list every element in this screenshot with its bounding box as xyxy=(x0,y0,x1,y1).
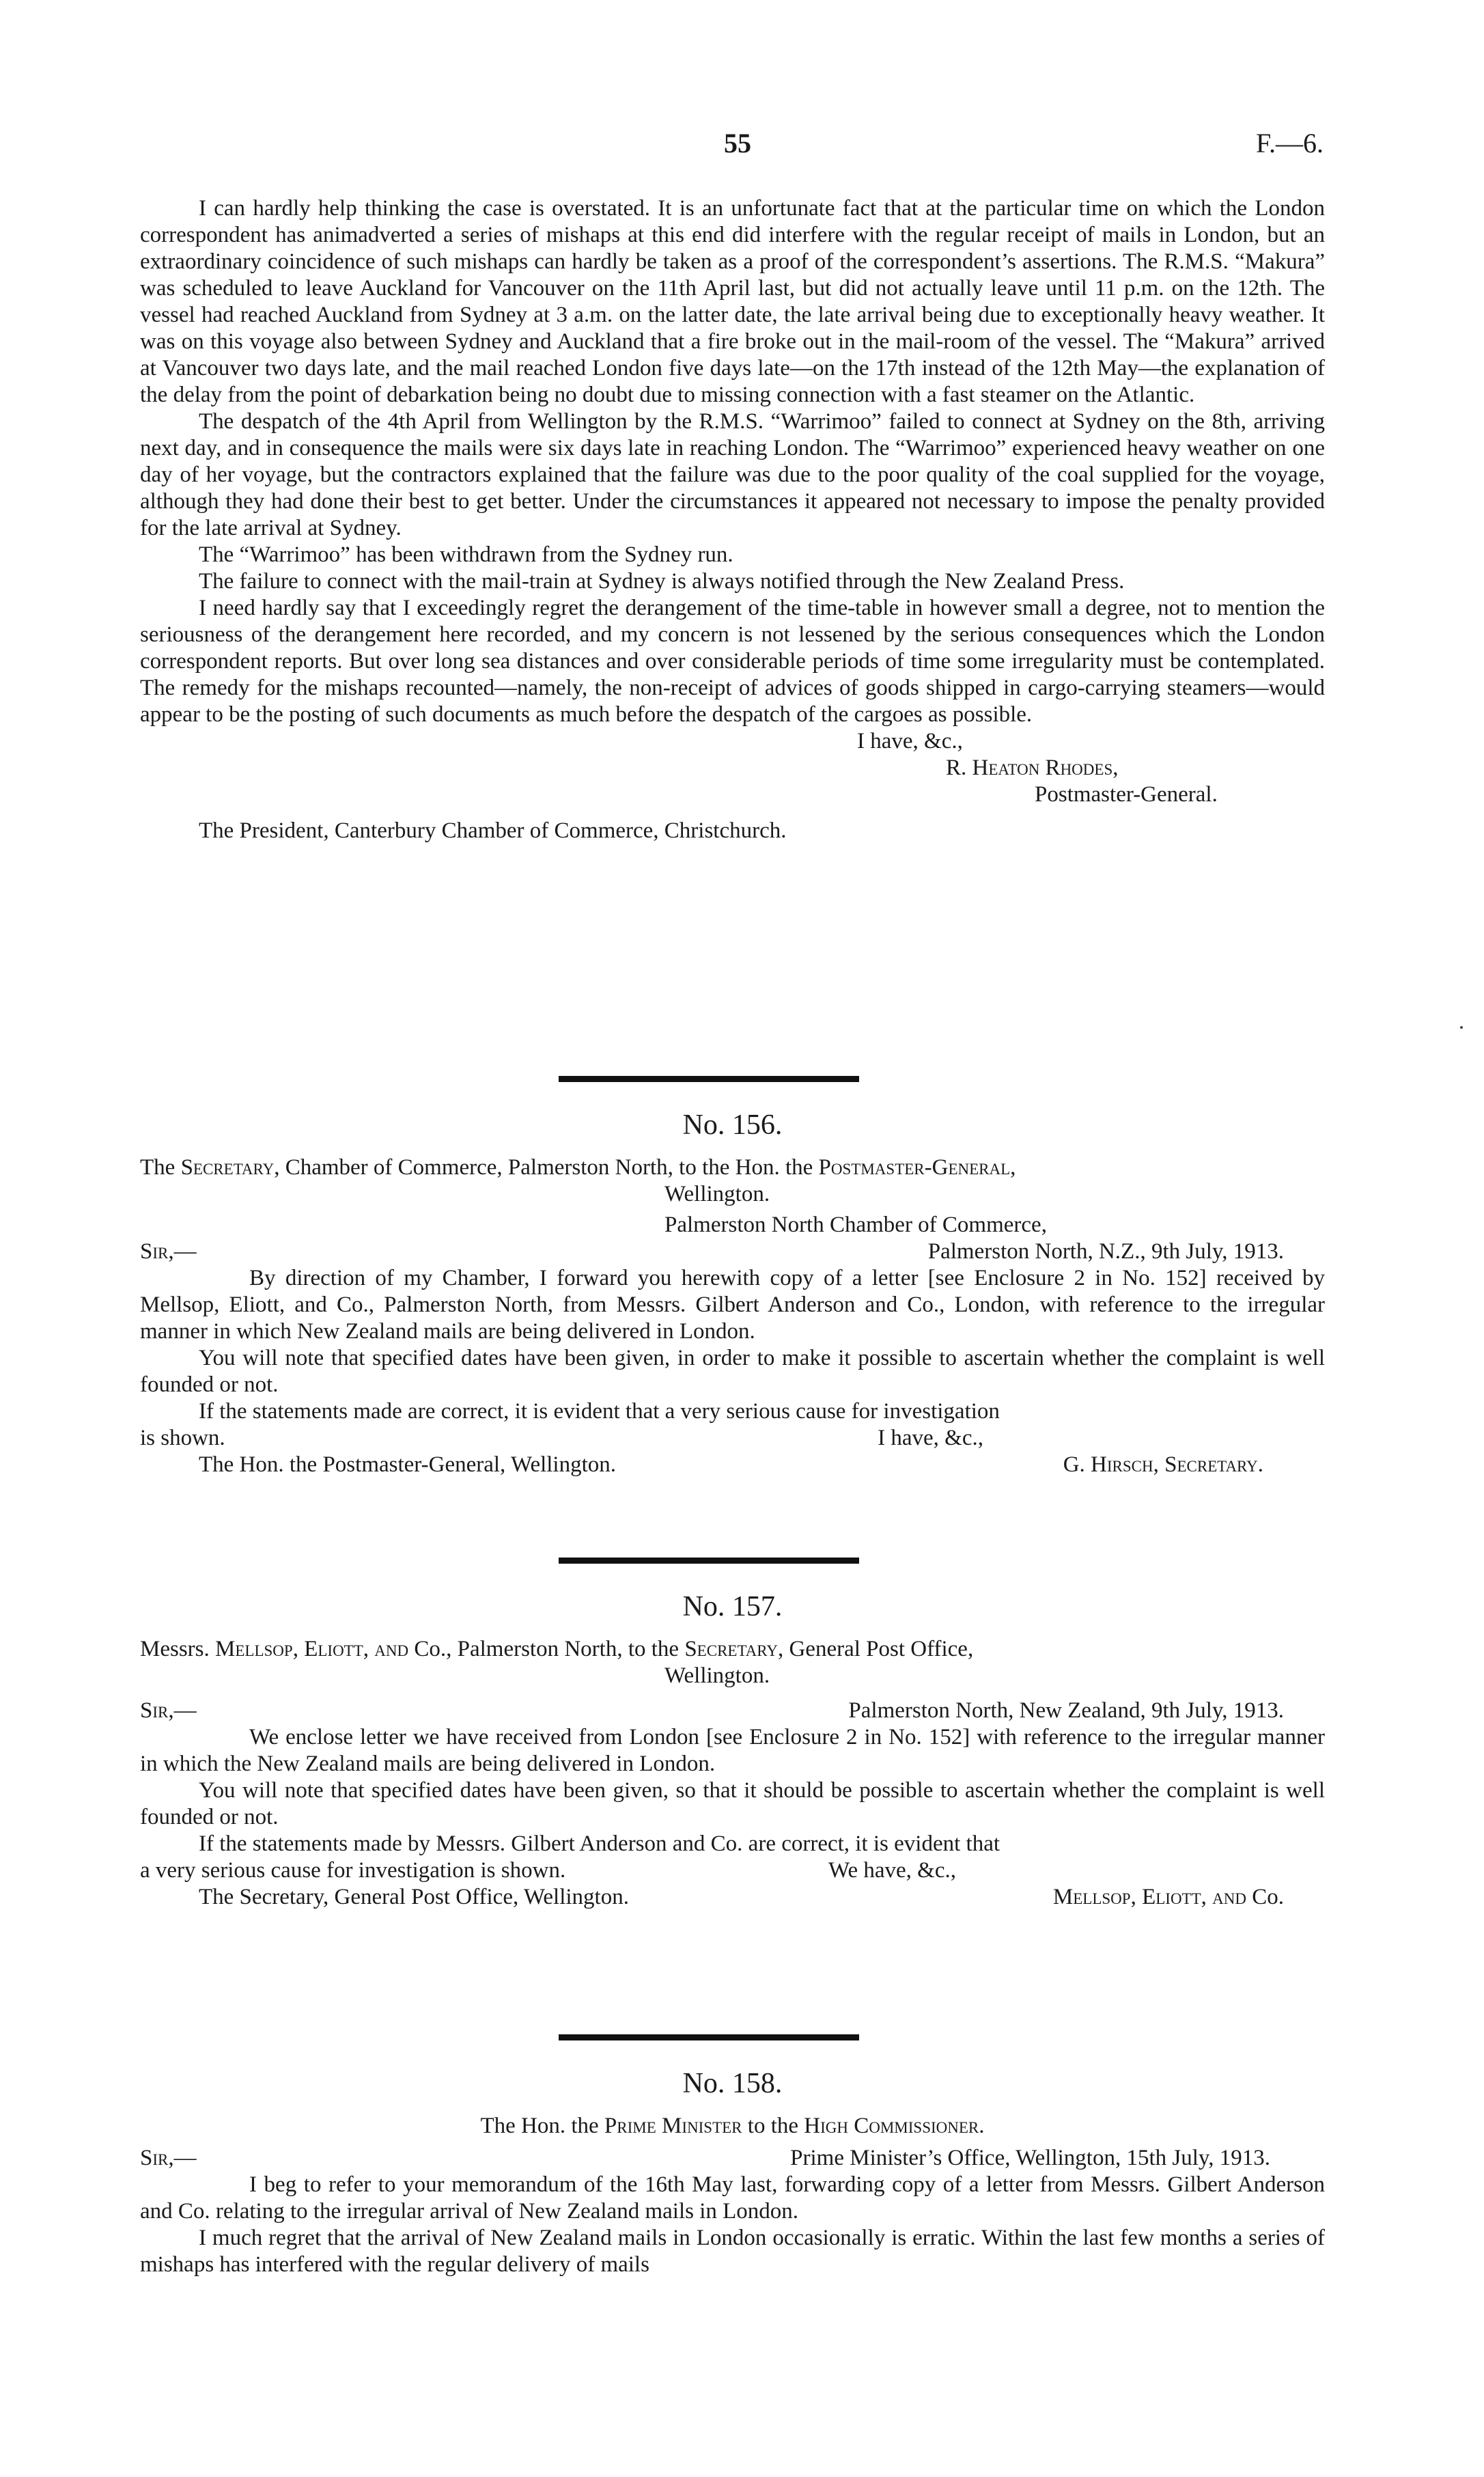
paragraph: You will note that specified dates have been given, in order to make it possible to ascertain whether the complaint is well founded or not. xyxy=(140,1346,1325,1397)
date-line: Palmerston North, New Zealand, 9th July, 1913. xyxy=(848,1698,1284,1723)
stray-mark xyxy=(1460,1026,1463,1029)
signature: Mellsop, Eliott, and Co. xyxy=(1052,1885,1284,1909)
signature-title: Postmaster-General. xyxy=(1035,782,1218,807)
paragraph: I much regret that the arrival of New Zealand mails in London occasionally is erratic. Within the last few months a series of mishaps has interfered with the regular delivery of mails xyxy=(140,2226,1325,2277)
letter-156 xyxy=(140,1108,1325,1478)
letter-158 xyxy=(140,2066,1325,2278)
paragraph: I beg to refer to your memorandum of the 16th May last, forwarding copy of a letter from Messrs. Gilbert Anderson and Co. relating to the irregular arrival of New Zealand mails in London. xyxy=(140,2172,1325,2224)
signature: G. Hirsch, Secretary. xyxy=(1063,1452,1263,1477)
letter-heading: No. 158. xyxy=(682,2068,783,2099)
paragraph-end: is shown. xyxy=(140,1426,225,1450)
paragraph: The despatch of the 4th April from Wellington by the R.M.S. “Warrimoo” failed to connect at Sydney on the 8th, arriving next day, and in consequence the mails were six days late in reaching London. The “Warrimoo” experienced heavy weather on one day of her voyage, but the contractors explained that the failure was due to the poor quality of the coal supplied for the voyage, although they had done their best to get better. Under the circumstances it appeared not necessary to impose the penalty provided for the late arrival at Sydney. xyxy=(140,409,1325,540)
addressee: The President, Canterbury Chamber of Commerce, Christchurch. xyxy=(199,818,787,843)
date-line: Palmerston North, N.Z., 9th July, 1913. xyxy=(927,1239,1284,1264)
salutation: Sir,— xyxy=(140,1698,197,1723)
document-reference: F.—6. xyxy=(1255,128,1324,158)
paragraph: By direction of my Chamber, I forward you herewith copy of a letter [see Enclosure 2 in No. 152] received by Mellsop, Eliott, and Co., Palmerston North, from Messrs. Gilbert Anderson and Co., London, with reference to the irregular manner in which New Zealand mails are being delivered in London. xyxy=(140,1266,1325,1344)
paragraph-end-row xyxy=(140,1857,1325,1884)
complimentary-close: I have, &c., xyxy=(878,1426,983,1450)
salutation-row xyxy=(140,1238,1325,1265)
salutation-row xyxy=(140,2145,1325,2172)
letter-intro: The Secretary, Chamber of Commerce, Palmerston North, to the Hon. the Postmaster-General, xyxy=(140,1155,1016,1180)
paragraph-end: a very serious cause for investigation is shown. xyxy=(140,1858,566,1883)
letter-157 xyxy=(140,1590,1325,1911)
section-divider xyxy=(559,1558,859,1564)
salutation: Sir,— xyxy=(140,2146,197,2170)
paragraph: If the statements made are correct, it is evident that a very serious cause for investigation xyxy=(199,1399,1000,1424)
page-number: 55 xyxy=(724,128,751,158)
date-line: Prime Minister’s Office, Wellington, 15th July, 1913. xyxy=(790,2146,1270,2170)
sender-address: Palmerston North Chamber of Commerce, xyxy=(664,1213,1047,1237)
letter-intro: Messrs. Mellsop, Eliott, and Co., Palmerston North, to the Secretary, General Post Office, xyxy=(140,1637,974,1661)
addressee-row xyxy=(140,1884,1325,1911)
section-divider xyxy=(559,1076,859,1082)
intro-place: Wellington. xyxy=(664,1182,770,1206)
letter-heading: No. 157. xyxy=(682,1591,783,1622)
salutation-row xyxy=(140,1698,1325,1724)
paragraph-end-row xyxy=(140,1425,1325,1452)
paragraph: The failure to connect with the mail-train at Sydney is always notified through the New Zealand Press. xyxy=(199,569,1125,594)
paragraph: The “Warrimoo” has been withdrawn from the Sydney run. xyxy=(199,542,733,567)
paragraph: I need hardly say that I exceedingly regret the derangement of the time-table in however small a degree, not to mention the seriousness of the derangement here recorded, and my concern is not lessened by the serious consequences which the London correspondent reports. But over long sea distances and over considerable periods of time some irregularity must be contemplated. The remedy for the mishaps recounted—namely, the non-receipt of advices of goods shipped in cargo-carrying steamers—would appear to be the posting of such documents as much before the despatch of the cargoes as possible. xyxy=(140,596,1325,727)
paragraph: You will note that specified dates have been given, so that it should be possible to ascertain whether the complaint is well founded or not. xyxy=(140,1778,1325,1829)
section-divider xyxy=(559,2034,859,2040)
salutation: Sir,— xyxy=(140,1239,197,1264)
complimentary-close: We have, &c., xyxy=(828,1858,956,1883)
letter-heading: No. 156. xyxy=(682,1109,783,1141)
paragraph: I can hardly help thinking the case is overstated. It is an unfortunate fact that at the particular time on which the London correspondent has animadverted a series of mishaps at this end did interfere with the regular receipt of mails in London, but an extraordinary coincidence of such mishaps can hardly be taken as a proof of the correspondent’s assertions. The R.M.S. “Makura” was scheduled to leave Auckland for Vancouver on the 11th April last, but did not actually leave until 11 p.m. on the 12th. The vessel had reached Auckland from Sydney at 3 a.m. on the latter date, the late arrival being due to exceptionally heavy weather. It was on this voyage also between Sydney and Auckland that a fire broke out in the mail-room of the vessel. The “Makura” arrived at Vancouver two days late, and the mail reached London five days late—on the 17th instead of the 12th May—the explanation of the delay from the point of debarkation being no doubt due to missing connection with a fast steamer on the Atlantic. xyxy=(140,196,1325,407)
signature-name: R. Heaton Rhodes, xyxy=(946,756,1119,780)
letter-continuation xyxy=(140,195,1325,844)
addressee-row xyxy=(140,1452,1325,1478)
complimentary-close: I have, &c., xyxy=(857,729,963,753)
intro-place: Wellington. xyxy=(664,1663,770,1688)
paragraph: We enclose letter we have received from London [see Enclosure 2 in No. 152] with reference to the irregular manner in which the New Zealand mails are being delivered in London. xyxy=(140,1725,1325,1776)
addressee: The Secretary, General Post Office, Wellington. xyxy=(199,1885,629,1909)
letter-intro: The Hon. the Prime Minister to the High Commissioner. xyxy=(480,2114,985,2138)
paragraph: If the statements made by Messrs. Gilbert Anderson and Co. are correct, it is evident that xyxy=(199,1831,1000,1856)
addressee: The Hon. the Postmaster-General, Wellington. xyxy=(199,1452,617,1477)
